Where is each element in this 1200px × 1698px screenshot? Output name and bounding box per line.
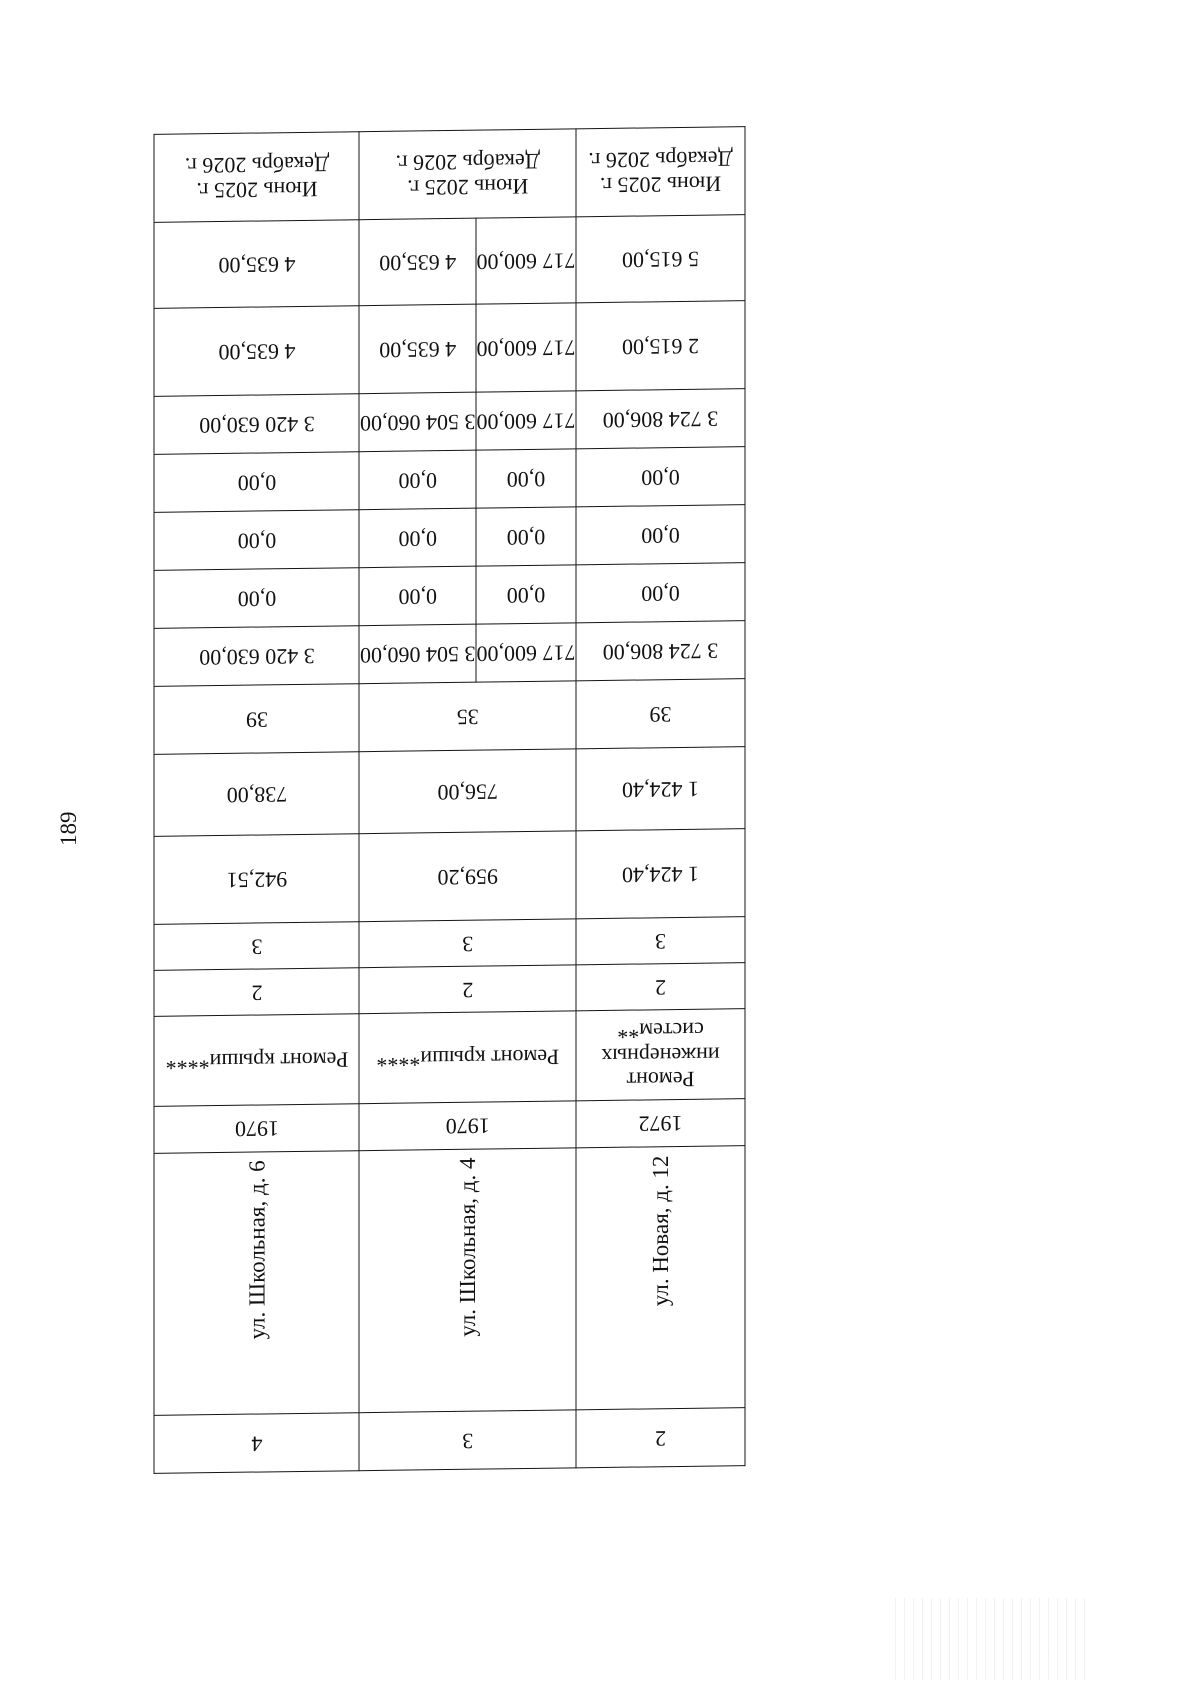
value-cell: 3 [360,919,577,968]
scan-noise [895,1598,1085,1680]
value-cell: 4 635,00 [155,306,360,397]
value-cell: 2 [360,965,577,1014]
period-cell [155,132,360,223]
value-cell: 4 635,00 [155,220,360,309]
table-row [155,447,746,513]
work-type-cell: Ремонт инженерных систем** [576,1009,745,1101]
value-cell: 756,00 [360,749,577,834]
table-row [155,1099,746,1154]
value-cell: 0,00 [576,563,745,623]
value-cell: 0,00 [476,449,576,508]
repair-schedule-table [154,126,746,1474]
table-row [155,1146,746,1416]
value-cell: 738,00 [155,752,360,837]
table-row [155,917,746,971]
row-number-cell: 2 [576,1408,745,1468]
address-cell [576,1146,745,1410]
value-cell: 39 [576,679,745,749]
value-cell: 959,20 [360,831,577,922]
value-cell: 3 420 630,00 [155,626,360,687]
table-row [155,127,746,223]
table-row [155,505,746,571]
value-cell: 5 615,00 [576,215,745,303]
value-cell: 717 600,00 [476,623,576,682]
value-cell: 3 724 806,00 [576,389,745,449]
value-cell: 717 600,00 [476,303,576,392]
period-end: Декабрь 2026 г. [588,146,733,174]
page-number: 189 [56,811,81,846]
year-cell: 1972 [576,1099,745,1148]
period-start: Июнь 2025 г. [599,171,722,198]
period-start: Июнь 2025 г. [196,176,318,204]
value-cell: 717 600,00 [476,217,576,304]
value-cell: 35 [360,681,577,752]
table-row [155,1408,746,1474]
value-cell: 0,00 [360,508,477,568]
value-cell: 942,51 [155,834,360,925]
value-cell: 39 [155,684,360,755]
value-cell: 0,00 [155,568,360,629]
value-cell: 3 420 630,00 [155,394,360,455]
value-cell: 1 424,40 [576,829,745,919]
value-cell: 0,00 [360,450,477,510]
address-text: ул. Новая, д. 12 [647,1155,673,1307]
address-cell [360,1148,577,1413]
value-cell: 3 504 060,00 [360,392,477,452]
work-type-cell: Ремонт крыши**** [360,1011,577,1104]
row-number-cell: 4 [155,1413,360,1474]
table-row [155,301,746,397]
value-cell: 0,00 [476,565,576,624]
value-cell: 3 504 060,00 [360,624,477,684]
value-cell: 717 600,00 [476,391,576,450]
value-cell: 3 [576,917,745,965]
address-text: ул. Школьная, д. 6 [244,1160,270,1340]
period-end: Декабрь 2026 г. [395,149,540,177]
value-cell: 0,00 [476,507,576,566]
value-cell: 0,00 [360,566,477,626]
period-cell [576,127,745,217]
table-row [155,389,746,455]
table-row [155,563,746,629]
table-row [155,747,746,837]
value-cell: 2 615,00 [576,301,745,391]
value-cell: 4 635,00 [360,304,477,394]
period-cell [360,129,577,220]
value-cell: 0,00 [155,452,360,513]
value-cell: 1 424,40 [576,747,745,831]
table-row [155,679,746,755]
value-cell: 2 [155,968,360,1017]
work-type-cell: Ремонт крыши**** [155,1014,360,1107]
value-cell: 0,00 [576,505,745,565]
table-row [155,829,746,925]
value-cell: 4 635,00 [360,218,477,306]
value-cell: 2 [576,963,745,1011]
row-number-cell: 3 [360,1410,577,1471]
table-row [155,1009,746,1107]
period-start: Июнь 2025 г. [407,173,529,201]
address-cell [155,1151,360,1416]
value-cell: 3 [155,922,360,971]
value-cell: 0,00 [576,447,745,507]
period-end: Декабрь 2026 г. [184,152,330,179]
table-row [155,621,746,687]
address-text: ул. Школьная, д. 4 [455,1157,481,1338]
table-row [155,963,746,1017]
year-cell: 1970 [360,1101,577,1151]
value-cell: 3 724 806,00 [576,621,745,681]
value-cell: 0,00 [155,510,360,571]
year-cell: 1970 [155,1104,360,1154]
table-row [155,215,746,309]
